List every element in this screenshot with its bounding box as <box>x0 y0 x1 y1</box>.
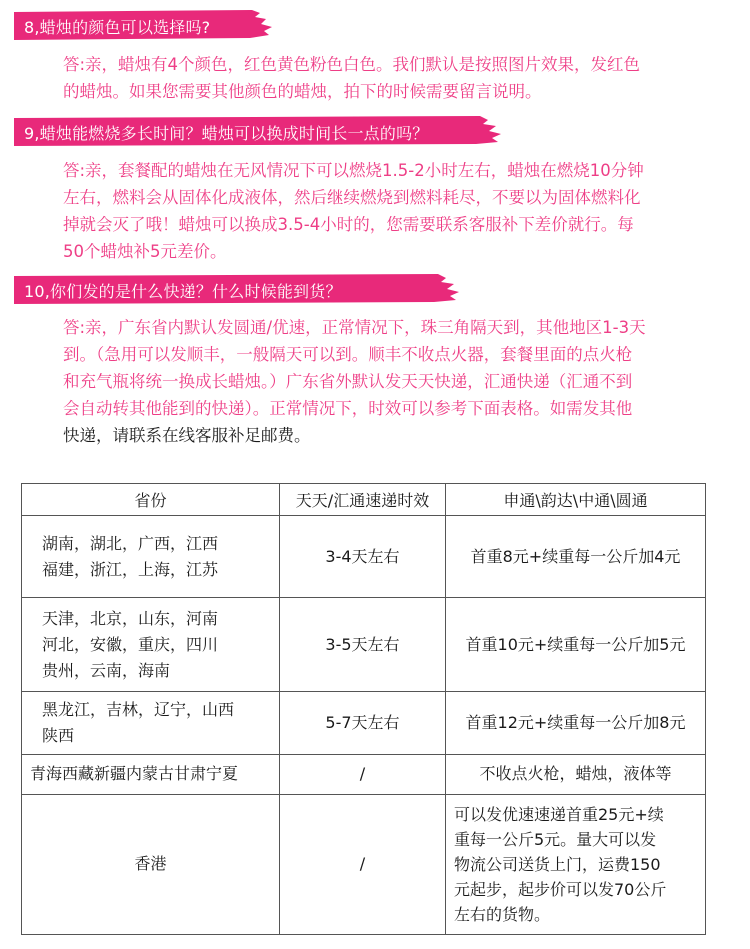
province-cell <box>22 516 280 598</box>
province-line: 河北，安徽，重庆，四川 <box>42 634 219 654</box>
table-row <box>22 516 706 598</box>
time-cell: 3-4天左右 <box>280 516 446 598</box>
fee-cell <box>446 754 706 794</box>
answer-line: 和充气瓶将统一换成长蜡烛。）广东省外默认发天天快递，汇通快递（汇通不到 <box>63 372 633 391</box>
province-cell <box>22 794 280 934</box>
province-cell <box>22 754 280 794</box>
answer-line: 答:亲，蜡烛有4个颜色，红色黄色粉色白色。我们默认是按照图片效果，发红色 <box>63 55 641 74</box>
faq-question-text: 10,你们发的是什么快递？什么时候能到货？ <box>24 282 342 301</box>
column-header-courier-fee: 申通\韵达\中通\圆通 <box>446 484 706 516</box>
province-line: 湖南，湖北，广西，江西 <box>42 533 219 553</box>
table-row <box>22 598 706 692</box>
faq-answer-8 <box>63 51 723 105</box>
column-header-province: 省份 <box>22 484 280 516</box>
province-line: 天津，北京，山东，河南 <box>42 608 219 628</box>
shipping-rate-table <box>21 483 706 935</box>
column-header-express-time: 天天/汇通速递时效 <box>280 484 446 516</box>
faq-question-text: 8,蜡烛的颜色可以选择吗? <box>24 18 211 37</box>
province-line: 陕西 <box>42 725 75 745</box>
answer-line: 到。（急用可以发顺丰，一般隔天可以到。顺丰不收点火器，套餐里面的点火枪 <box>63 345 633 364</box>
fee-line: 左右的货物。 <box>454 904 551 924</box>
province-line: 香港 <box>134 854 167 874</box>
faq-answer-10 <box>63 314 723 449</box>
answer-line: 掉就会灭了哦！蜡烛可以换成3.5-4小时的，您需要联系客服补下差价就行。每 <box>63 215 634 234</box>
province-cell <box>22 692 280 754</box>
table-header-row <box>22 484 706 516</box>
fee-line: 首重12元+续重每一公斤加8元 <box>465 712 686 732</box>
table-row <box>22 692 706 754</box>
fee-cell <box>446 598 706 692</box>
fee-line: 不收点火枪，蜡烛，液体等 <box>479 764 672 784</box>
time-cell: / <box>280 754 446 794</box>
province-line: 青海西藏新疆内蒙古甘肃宁夏 <box>30 764 239 784</box>
province-line: 贵州，云南，海南 <box>42 660 171 680</box>
province-line: 黑龙江，吉林，辽宁，山西 <box>42 699 235 719</box>
fee-line: 物流公司送货上门，运费150 <box>454 854 661 874</box>
time-cell: / <box>280 794 446 934</box>
fee-line: 首重10元+续重每一公斤加5元 <box>465 634 686 654</box>
fee-cell <box>446 794 706 934</box>
province-line: 福建，浙江，上海，江苏 <box>42 559 219 579</box>
fee-line: 元起步，起步价可以发70公斤 <box>454 879 667 899</box>
table-row <box>22 754 706 794</box>
answer-line: 的蜡烛。如果您需要其他颜色的蜡烛，拍下的时候需要留言说明。 <box>63 82 542 101</box>
table-row <box>22 794 706 934</box>
faq-question-banner-9 <box>14 116 504 146</box>
answer-line: 答:亲，套餐配的蜡烛在无风情况下可以燃烧1.5-2小时左右，蜡烛在燃烧10分钟 <box>63 161 644 180</box>
answer-line: 答:亲，广东省内默认发圆通/优速，正常情况下，珠三角隔天到，其他地区1-3天 <box>63 318 646 337</box>
answer-line: 50个蜡烛补5元差价。 <box>63 242 227 261</box>
fee-line: 首重8元+续重每一公斤加4元 <box>470 546 681 566</box>
time-cell: 5-7天左右 <box>280 692 446 754</box>
fee-line: 重每一公斤5元。量大可以发 <box>454 829 657 849</box>
province-cell <box>22 598 280 692</box>
faq-answer-9 <box>63 157 723 265</box>
fee-line: 可以发优速速递首重25元+续 <box>454 804 664 824</box>
faq-question-banner-10 <box>14 274 462 304</box>
answer-line: 左右，燃料会从固体化成液体，然后继续燃烧到燃料耗尽，不要以为固体燃料化 <box>63 188 641 207</box>
faq-question-text: 9,蜡烛能燃烧多长时间？蜡烛可以换成时间长一点的吗？ <box>24 124 429 143</box>
answer-line: 快递，请联系在线客服补足邮费。 <box>63 426 311 445</box>
faq-question-banner-8 <box>14 10 276 40</box>
fee-cell <box>446 516 706 598</box>
fee-cell <box>446 692 706 754</box>
answer-line: 会自动转其他能到的快递）。正常情况下，时效可以参考下面表格。如需发其他 <box>63 399 633 418</box>
time-cell: 3-5天左右 <box>280 598 446 692</box>
